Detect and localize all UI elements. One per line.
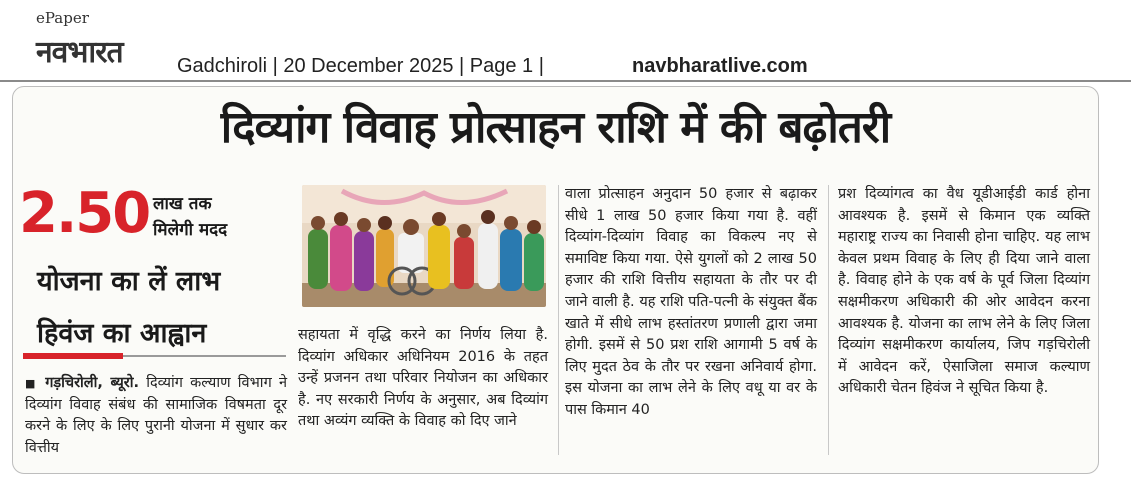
subheading-line-2: हिवंज का आह्वान — [37, 318, 207, 349]
accent-rule — [23, 353, 123, 359]
column-separator — [558, 185, 559, 455]
column-4-text: प्रश दिव्यांगत्व का वैध यूडीआईडी कार्ड होना आवश्यक है. इसमें से किमान एक व्यक्ति महाराष्ट्र राज्य का निवासी होना चाहिए. यह लाभ केवल प्रथम विवाह के लिए ही दिया जाने वाला है. विवाह होने के एक वर्ष के पूर्व जिला दिव्यांग सक्षमीकरण अधिकारी की ओर आवेदन करना आवश्यक है. योजना का लाभ लेने के लिए जिला दिव्यांग सक्षमीकरण कार्यालय, जिप गड़चिरोली में आवेदन करें, ऐसाजिला समाज कल्याण अधिकारी चेतन हिवंज ने सूचित किया है. — [838, 186, 1090, 397]
article-column-4 — [838, 184, 1090, 400]
highlight-line-2: मिलेगी मदद — [153, 220, 228, 240]
epaper-label: ePaper — [36, 9, 89, 27]
article-photo — [302, 185, 546, 307]
edition-info: Gadchiroli | 20 December 2025 | Page 1 | — [177, 55, 544, 77]
highlight-amount: 2.50 — [19, 181, 150, 246]
article-column-3 — [565, 184, 817, 422]
column-1-text: दिव्यांग कल्याण विभाग ने दिव्यांग विवाह संबंध की सामाजिक विषमता दूर करने के लिए के लिए पुरानी योजना में सुधार कर वित्तीय — [25, 375, 287, 456]
wedding-ceremony-photo — [302, 185, 546, 307]
column-separator — [828, 185, 829, 455]
square-bullet-icon: ■ — [25, 377, 38, 390]
website-link[interactable]: navbharatlive.com — [632, 55, 808, 77]
newspaper-page — [12, 86, 1099, 474]
newspaper-logo[interactable]: नवभारत — [36, 35, 123, 70]
masthead — [0, 0, 1131, 80]
dateline: गड़चिरोली, ब्यूरो. — [45, 375, 139, 391]
column-2-text: सहायता में वृद्धि करने का निर्णय लिया है. दिव्यांग अधिकार अधिनियम 2016 के तहत उन्हें प्रजनन तथा परिवार नियोजन का अधिकार है. नए सरकारी निर्णय के अनुसार, अब दिव्यांग तथा अव्यंग व्यक्ति के विवाह को दिए जाने — [298, 327, 548, 430]
subheading-line-1: योजना का लें लाभ — [37, 266, 221, 297]
article-headline: दिव्यांग विवाह प्रोत्साहन राशि में की बढ़ोतरी — [220, 102, 891, 153]
masthead-divider — [0, 80, 1131, 82]
column-3-text: वाला प्रोत्साहन अनुदान 50 हजार से बढ़ाकर सीधे 1 लाख 50 हजार किया गया है. वहीं दिव्यांग-दिव्यांग विवाह का विकल्प नए से समाविष्ट किया गया. ऐसे युगलों को 2 लाख 50 हजार की राशि वित्तीय सहायता के तौर पर दी जाने वाली है. यह राशि पति-पत्नी के संयुक्त बैंक खाते में सीधे लाभ हस्तांतरण प्रणाली द्वारा जमा होगी. इसमें से 50 प्रश राशि आगामी 5 वर्ष के लिए मुदत ठेव के तौर पर रखना अनिवार्य होगा. इस योजना का लाभ लेने के लिए वधू या वर के पास किमान 40 — [565, 186, 817, 418]
highlight-line-1: लाख तक — [153, 194, 212, 214]
article-column-2 — [298, 325, 548, 433]
article-column-1 — [25, 373, 287, 459]
divider-rule — [123, 355, 286, 357]
